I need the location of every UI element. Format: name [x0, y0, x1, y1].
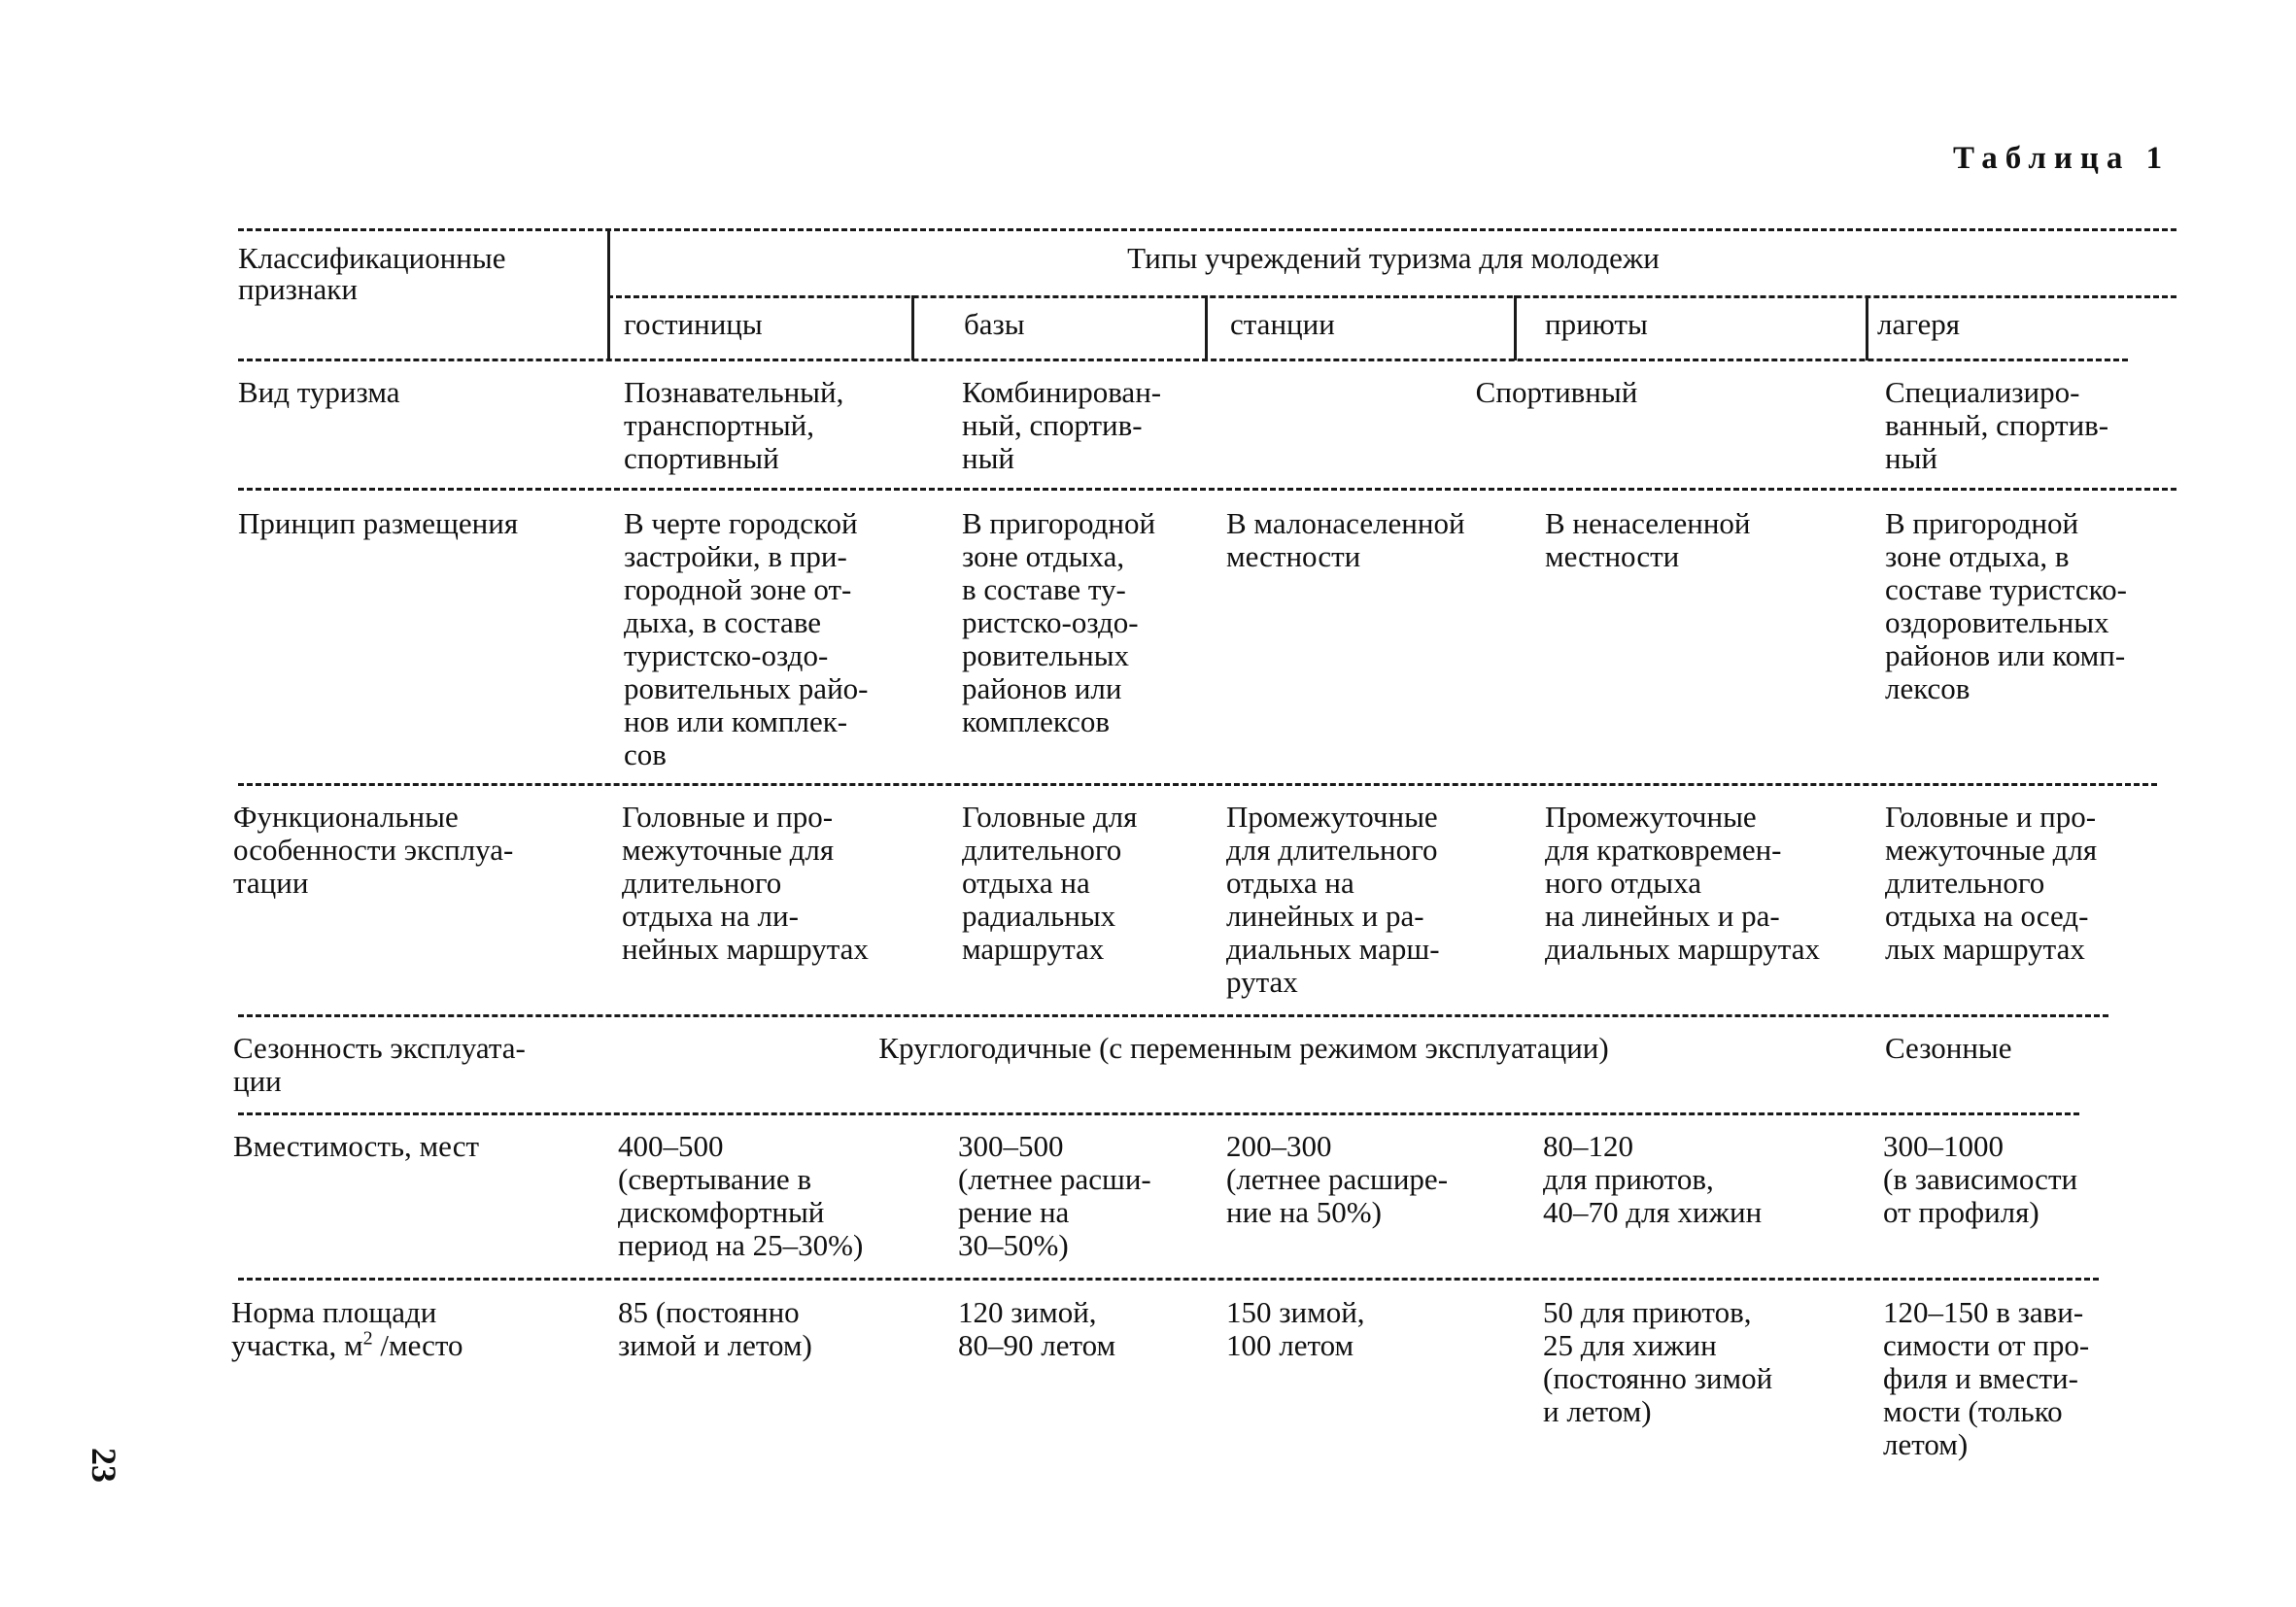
row-vid-lager: Специализиро- ванный, спортив- ный [1885, 375, 2109, 475]
row-princip-stanc: В малонаселенной местности [1226, 506, 1465, 573]
rule-row-4 [238, 1112, 2079, 1115]
row-norma-label [231, 1296, 610, 1362]
row-princip-gost: В черте городской застройки, в при- городной зоне от- дыха, в составе туристско-оздо- ровительных райо- нов или комплек- сов [624, 506, 869, 771]
header-type-bazy: базы [964, 307, 1025, 341]
row-func-lager: Головные и про- межуточные для длительного отдыха на осед- лых маршрутах [1885, 800, 2098, 966]
row-princip-label: Принцип размещения [238, 506, 519, 540]
row-norma-priut: 50 для приютов, 25 для хижин (постоянно зимой и летом) [1543, 1295, 1773, 1428]
row-vmest-label: Вместимость, мест [233, 1129, 480, 1163]
row-sezon-lager: Сезонные [1885, 1031, 2012, 1065]
row-norma-bazy: 120 зимой, 80–90 летом [958, 1295, 1116, 1362]
rule-vertical-bazy [911, 295, 914, 360]
row-vmest-bazy: 300–500 (летнее расши- рение на 30–50%) [958, 1129, 1151, 1262]
row-norma-stanc: 150 зимой, 100 летом [1226, 1295, 1365, 1362]
row-norma-gost: 85 (постоянно зимой и летом) [618, 1295, 812, 1362]
row-norma-label-b: /место [372, 1328, 463, 1362]
row-vid-stanc-priut: Спортивный [1475, 375, 1638, 409]
row-vmest-priut: 80–120 для приютов, 40–70 для хижин [1543, 1129, 1763, 1229]
row-norma-lager: 120–150 в зави- симости от про- филя и вмести- мости (только летом) [1883, 1295, 2090, 1461]
table-label: Таблица 1 [1953, 141, 2171, 176]
rule-vertical-priut [1514, 295, 1517, 360]
row-princip-lager: В пригородной зоне отдыха, в составе туристско- оздоровительных районов или комп- лексов [1885, 506, 2127, 705]
row-vmest-lager: 300–1000 (в зависимости от профиля) [1883, 1129, 2078, 1229]
row-func-bazy: Головные для длительного отдыха на радиальных маршрутах [962, 800, 1138, 966]
row-vmest-stanc: 200–300 (летнее расшире- ние на 50%) [1226, 1129, 1449, 1229]
header-type-priut: приюты [1545, 307, 1648, 341]
row-princip-priut: В ненаселенной местности [1545, 506, 1751, 573]
rule-vertical-lager [1866, 295, 1868, 360]
row-norma-label-sup: 2 [362, 1327, 373, 1350]
rule-group-header [607, 295, 2176, 298]
rule-top [238, 228, 2176, 231]
rule-header-bottom [238, 359, 2128, 361]
header-first-col: Классификационные признаки [238, 241, 506, 306]
row-sezon-label: Сезонность эксплуата- ции [233, 1031, 526, 1098]
row-func-stanc: Промежуточные для длительного отдыха на линейных и ра- диальных марш- рутах [1226, 800, 1440, 999]
rule-row-5 [238, 1278, 2099, 1281]
header-type-lager: лагеря [1877, 307, 1961, 341]
header-group-title: Типы учреждений туризма для молодежи [1127, 241, 1660, 275]
rule-row-1 [238, 488, 2176, 491]
row-vid-gost: Познавательный, транспортный, спортивный [624, 375, 844, 475]
rule-row-3 [238, 1014, 2108, 1017]
row-sezon-merged: Круглогодичные (с переменным режимом эксплуатации) [878, 1031, 1609, 1065]
row-vmest-gost: 400–500 (свертывание в дискомфортный период на 25–30%) [618, 1129, 864, 1262]
header-type-stanc: станции [1230, 307, 1335, 341]
page-number: 23 [85, 1448, 123, 1483]
row-func-gost: Головные и про- межуточные для длительного отдыха на ли- нейных маршрутах [622, 800, 869, 966]
row-princip-bazy: В пригородной зоне отдыха, в составе ту- ристско-оздо- ровительных районов или комплексов [962, 506, 1156, 738]
row-vid-bazy: Комбинирован- ный, спортив- ный [962, 375, 1162, 475]
rule-vertical-stanc [1205, 295, 1208, 360]
rule-row-2 [238, 783, 2157, 786]
header-type-gost: гостиницы [624, 307, 763, 341]
row-func-priut: Промежуточные для кратковремен- ного отдыха на линейных и ра- диальных маршрутах [1545, 800, 1820, 966]
row-vid-label: Вид туризма [238, 375, 400, 409]
row-func-label: Функциональные особенности эксплуа- тации [233, 800, 514, 900]
row-norma-label-a: Норма площади участка, м [231, 1295, 437, 1362]
